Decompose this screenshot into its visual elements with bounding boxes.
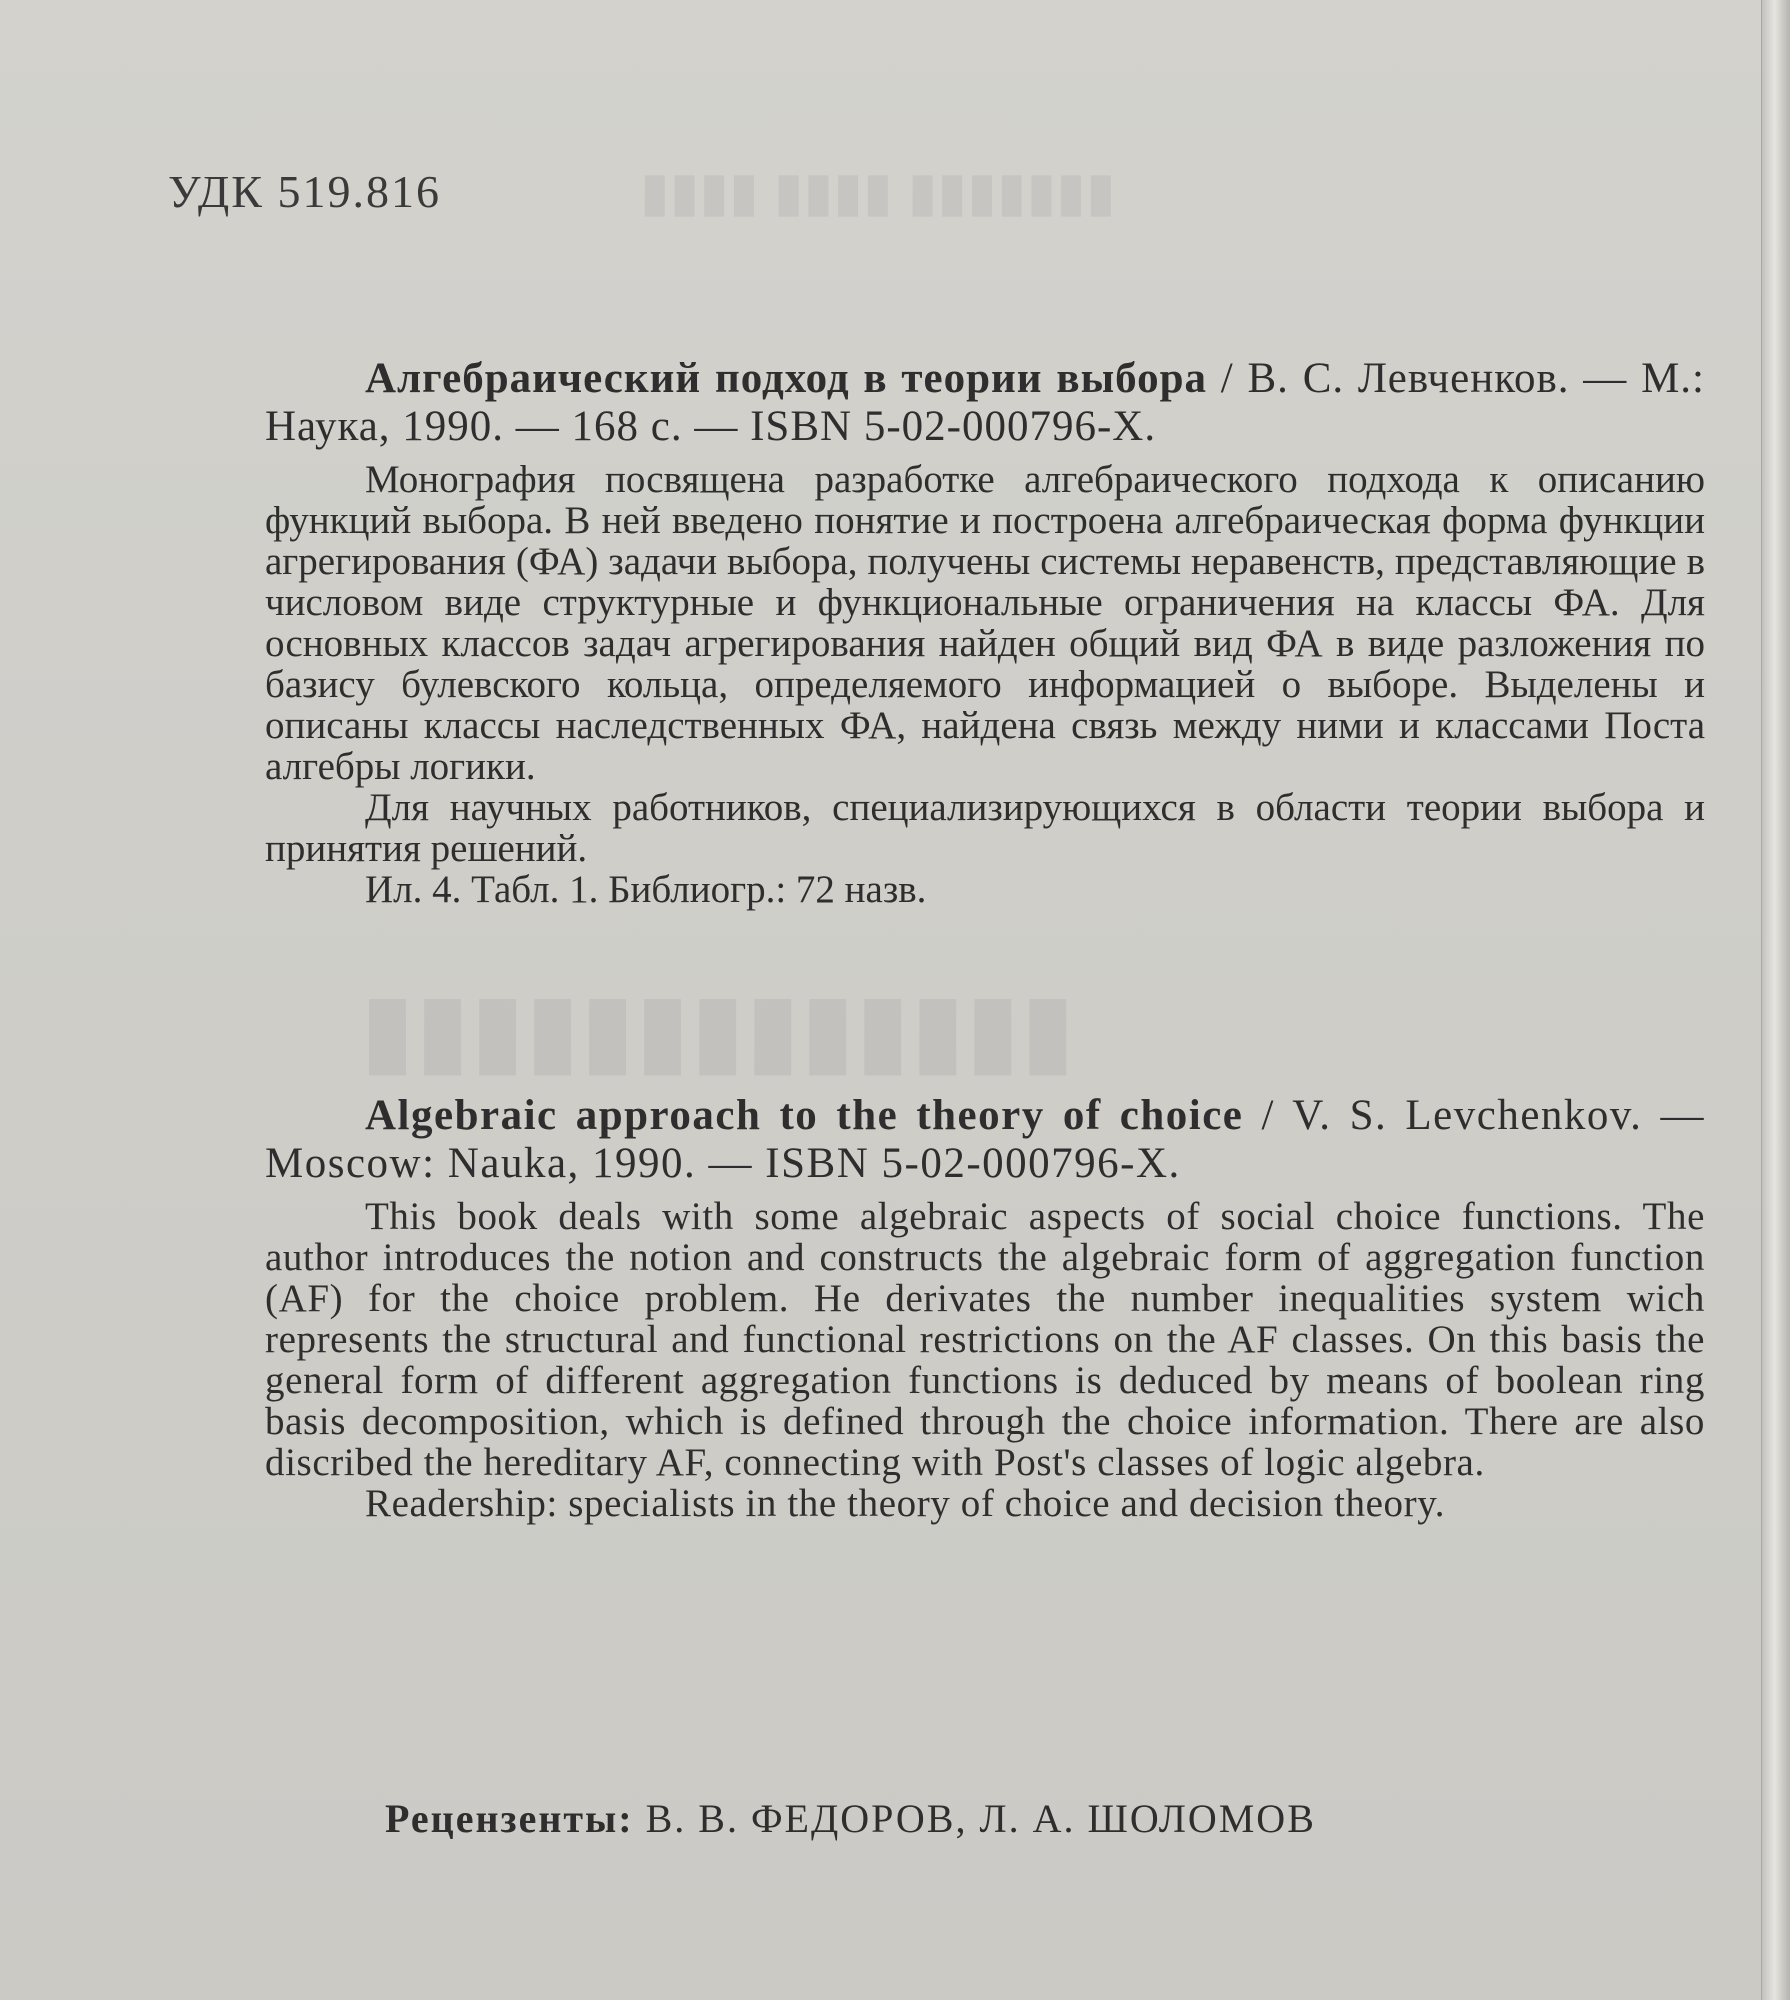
russian-annotation: Монография посвящена разработке алгебраического подхода к описанию функций выбора. В ней введено понятие и построена алгебраическая форма функции агрегирования (ФА) задачи выбора, получены системы неравенств, представляющие в числовом виде структурные и функциональные ограничения на классы ФА. Для основных классов задач агрегирования найден общий вид ФА в виде разложения по базису булевского кольца, определяемого информацией о выборе. Выделены и описаны классы наследственных ФА, найдена связь между ними и классами Поста алгебры логики.: [265, 458, 1705, 788]
english-title: Algebraic approach to the theory of choice: [365, 1092, 1244, 1139]
udk-code: УДК 519.816: [168, 166, 441, 217]
russian-bibliographic-record: [265, 355, 1705, 451]
russian-illustrations-note: Ил. 4. Табл. 1. Библиогр.: 72 назв.: [365, 868, 927, 911]
reviewers-line: [385, 1795, 1316, 1842]
english-imprint: / V. S. Levchenkov. — Moscow: Nauka, 1990. — ISBN 5-02-000796-X.: [265, 1092, 1705, 1187]
show-through-text-middle: ▮▮▮▮▮▮▮▮▮▮▮▮▮: [360, 973, 1076, 1085]
russian-title: Алгебраический подход в теории выбора: [365, 355, 1207, 402]
russian-readership: Для научных работников, специализирующихся в области теории выбора и принятия решений.: [265, 786, 1705, 870]
english-bibliographic-record: [265, 1092, 1705, 1188]
english-annotation: This book deals with some algebraic aspects of social choice functions. The author introduces the notion and constructs the algebraic form of aggregation function (AF) for the choice problem. He derivates the number inequalities system wich represents the structural and functional restrictions on the AF classes. On this basis the general form of different aggregation functions is deduced by means of boolean ring basis decomposition, which is defined through the choice information. There are also discribed the hereditary AF, connecting with Post's classes of logic algebra.: [265, 1195, 1705, 1484]
reviewers-names: В. В. ФЕДОРОВ, Л. А. ШОЛОМОВ: [645, 1796, 1316, 1841]
show-through-text-top: ▮▮▮▮▮▮▮ ▮▮▮▮ ▮▮▮▮: [640, 162, 1116, 222]
english-abstract: [265, 1092, 1705, 1524]
reviewers-label: Рецензенты:: [385, 1796, 634, 1841]
page-edge: [1761, 0, 1790, 2000]
russian-imprint: / В. С. Левченков. — М.: Наука, 1990. — 168 с. — ISBN 5-02-000796-X.: [265, 355, 1706, 450]
english-readership: Readership: specialists in the theory of choice and decision theory.: [365, 1482, 1446, 1525]
russian-abstract: [265, 355, 1705, 910]
